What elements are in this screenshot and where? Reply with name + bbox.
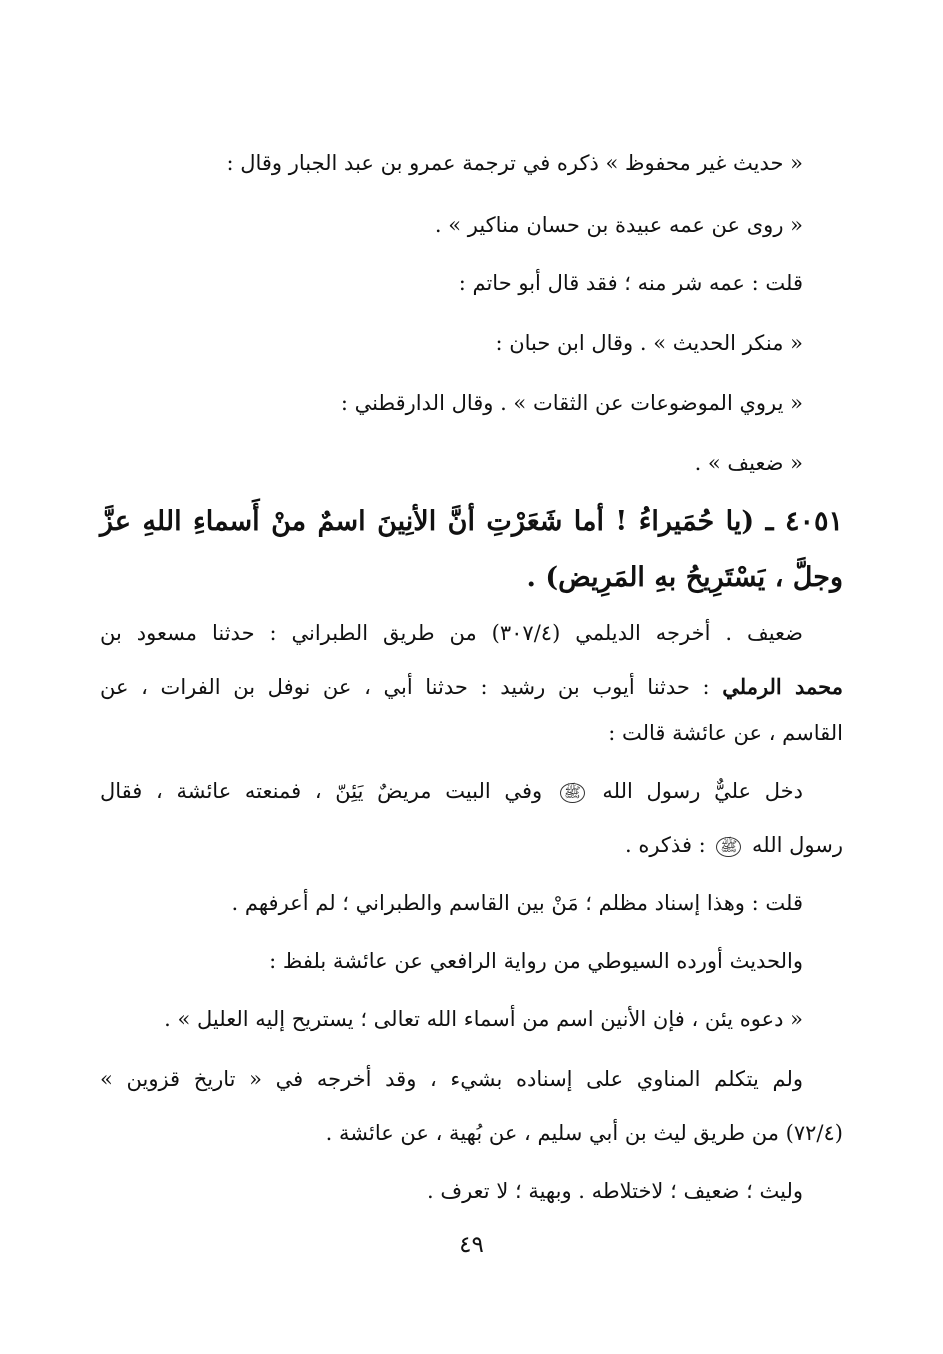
page-number: ٤٩	[459, 1232, 484, 1258]
takhrij-line-3: القاسم ، عن عائشة قالت :	[608, 721, 843, 745]
narrator-name: محمد الرملي	[722, 674, 843, 699]
salawat-symbol: ﷺ	[560, 783, 585, 803]
comment-line-4a: ولم يتكلم المناوي على إسناده بشيء ، وقد أخرجه في « تاريخ قزوين »	[100, 1067, 803, 1091]
text-line-2: « روى عن عمه عبيدة بن حسان مناكير » .	[434, 213, 803, 237]
takhrij-line-1: ضعيف . أخرجه الديلمي (٣٠٧/٤) من طريق الطبراني : حدثنا مسعود بن	[100, 621, 803, 645]
narration-line-1	[100, 774, 803, 808]
narration-line-2-b: : فذكره .	[624, 833, 706, 857]
narration-line-1-a: دخل عليٌّ رسول الله	[602, 779, 803, 803]
narration-line-1-b: وفي البيت مريضٌ يَئِنّ ، فمنعته عائشة ، فقال	[100, 779, 543, 803]
comment-line-3: « دعوه يئن ، فإن الأنين اسم من أسماء الله تعالى ؛ يستريح إليه العليل » .	[164, 1007, 803, 1031]
narration-line-2	[100, 828, 843, 862]
text-line-6: « ضعيف » .	[694, 451, 803, 475]
takhrij-line-2-rest: : حدثنا أيوب بن رشيد : حدثنا أبي ، عن نوفل بن الفرات ، عن	[100, 675, 710, 699]
salawat-symbol: ﷺ	[716, 837, 741, 857]
hadith-heading-line-2: وجلَّ ، يَسْتَرِيحُ بهِ المَرِيض) .	[526, 562, 843, 593]
text-line-5: « يروي الموضوعات عن الثقات » . وقال الدارقطني :	[340, 391, 803, 415]
comment-line-5: وليث ؛ ضعيف ؛ لاختلاطه . وبهية ؛ لا تعرف .	[426, 1179, 803, 1203]
text-line-4: « منكر الحديث » . وقال ابن حبان :	[495, 331, 803, 355]
text-line-1: « حديث غير محفوظ » ذكره في ترجمة عمرو بن عبد الجبار وقال :	[226, 151, 803, 175]
comment-line-4b: (٧٢/٤) من طريق ليث بن أبي سليم ، عن بُهية ، عن عائشة .	[325, 1121, 843, 1145]
comment-line-2: والحديث أورده السيوطي من رواية الرافعي عن عائشة بلفظ :	[269, 949, 803, 973]
text-line-3: قلت : عمه شر منه ؛ فقد قال أبو حاتم :	[458, 271, 803, 295]
takhrij-line-2	[100, 670, 843, 704]
comment-line-1: قلت : وهذا إسناد مظلم ؛ مَنْ بين القاسم والطبراني ؛ لم أعرفهم .	[231, 891, 803, 915]
hadith-heading-line-1: ٤٠٥١ ـ (يا حُمَيراءُ ! أما شَعَرْتِ أنَّ الأنِينَ اسمٌ منْ أَسماءِ اللهِ عزَّ	[100, 506, 843, 537]
narration-line-2-a: رسول الله	[752, 833, 843, 857]
